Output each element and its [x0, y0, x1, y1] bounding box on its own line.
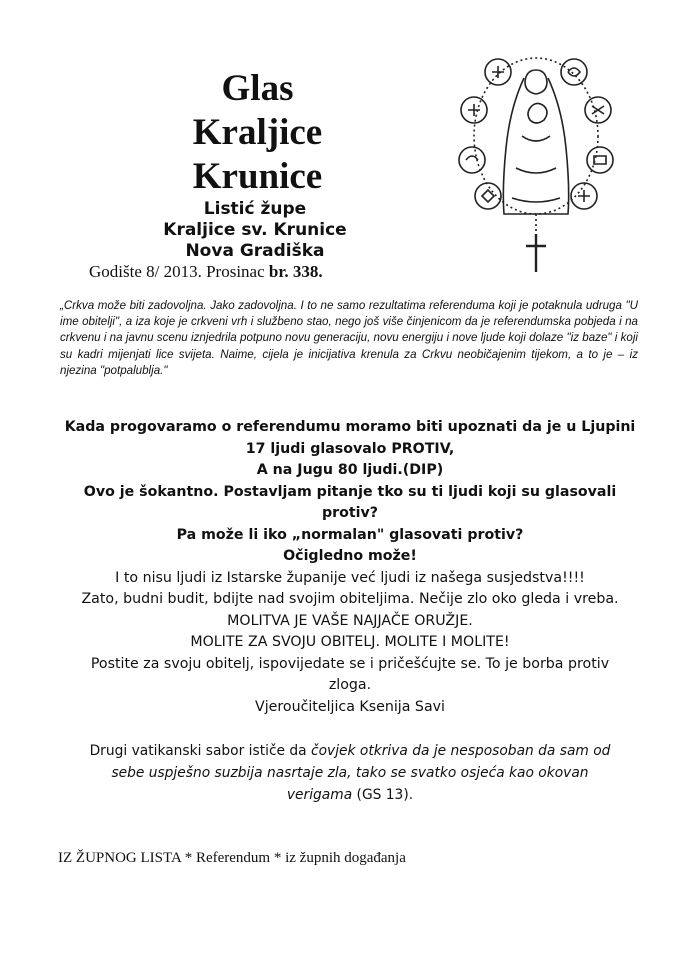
- referendum-quote: „Crkva može biti zadovoljna. Jako zadovoljna. I to ne samo rezultatima referenduma koji je potaknula udruga "U ime obitelji", a iza koje je crkveni vrh i službeno stao, nego još više činjenicom da je referendumska pobjeda i na crkvenu i na javnu scenu iznjedrila potpuno novu generaciju, novu energiju i nove ljude koji dolaze "iz baze" i koji su kadri mijenjati lice svijeta. Naime, cijela je inicijativa krenula za Crkvu neobičajenim tijekom, a to je – iz njezina "potpalublja.": [60, 299, 638, 377]
- subtitle-line2: Kraljice sv. Krunice: [163, 220, 347, 240]
- issue-line: [89, 261, 323, 283]
- body-line: protiv?: [321, 505, 379, 521]
- council-intro: Drugi vatikanski sabor ističe da: [89, 743, 312, 759]
- body-line: MOLITVA JE VAŠE NAJJAČE ORUŽJE.: [227, 612, 473, 629]
- issue-date: Godište 8/ 2013. Prosinac: [89, 262, 265, 281]
- body-line: Ovo je šokantno. Postavljam pitanje tko su ti ljudi koji su glasovali: [83, 483, 617, 500]
- body-line: I to nisu ljudi iz Istarske županije već ljudi iz našega susjedstva!!!!: [115, 569, 585, 586]
- council-italic-3: verigama: [286, 787, 353, 803]
- signature: Vjeroučiteljica Ksenija Savi: [255, 698, 445, 715]
- council-italic-1: čovjek otkriva da je nesposoban da sam od: [311, 743, 611, 759]
- council-reference: (GS 13).: [352, 787, 414, 803]
- masthead-title-line1: Glas: [221, 68, 294, 109]
- issue-number: br. 338.: [268, 262, 323, 281]
- body-line: 17 ljudi glasovalo PROTIV,: [245, 440, 455, 457]
- masthead-title-line3: Krunice: [192, 156, 323, 197]
- council-paragraph: [40, 740, 660, 806]
- body-line: Pa može li iko „normalan" glasovati protiv?: [176, 526, 524, 543]
- subtitle-line3: Nova Gradiška: [185, 241, 325, 261]
- body-line: Postite za svoju obitelj, ispovijedate se i pričešćujte se. To je borba protiv: [90, 655, 610, 672]
- body-line: A na Jugu 80 ljudi.(DIP): [256, 462, 444, 478]
- article-body: [40, 417, 660, 806]
- body-line: Zato, budni budit, bdijte nad svojim obiteljima. Nečije zlo oko gleda i vreba.: [81, 591, 619, 607]
- body-line: zloga.: [328, 677, 372, 693]
- madonna-rosary-icon: [446, 48, 626, 278]
- footer-contents: IZ ŽUPNOG LISTA * Referendum * iz župnih događanja: [58, 850, 406, 866]
- body-line: Očigledno može!: [283, 548, 417, 564]
- subtitle-line1: Listić župe: [203, 199, 307, 219]
- masthead-title-line2: Kraljice: [192, 112, 323, 153]
- body-line: Kada progovaramo o referendumu moramo biti upoznati da je u Ljupini: [64, 419, 636, 435]
- council-italic-2: sebe uspješno suzbija nasrtaje zla, tako se svatko osjeća kao okovan: [111, 765, 589, 781]
- body-line: MOLITE ZA SVOJU OBITELJ. MOLITE I MOLITE!: [190, 634, 510, 650]
